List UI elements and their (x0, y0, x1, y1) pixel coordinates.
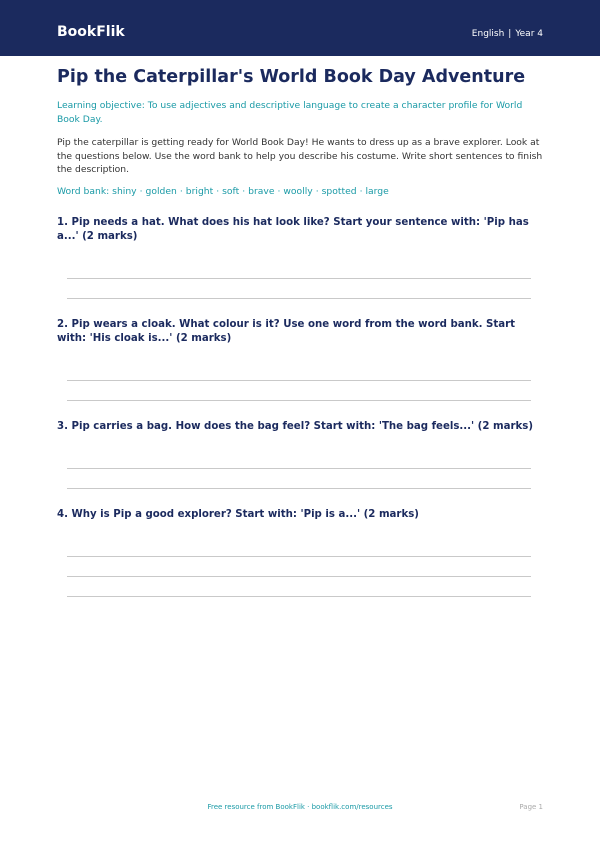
intro-paragraph: Pip the caterpillar is getting ready for World Book Day! He wants to dress up as a brave explorer. Look at the questions below. Use the word bank to help you describe his costume. Write short sentences to finish the description. (57, 137, 543, 175)
brand-logo: BookFlik (57, 24, 125, 40)
question-1: 1. Pip needs a hat. What does his hat look like? Start your sentence with: 'Pip has a...' (2 marks) (57, 217, 529, 242)
learning-objective: Learning objective: To use adjectives and descriptive language to create a character profile for World Book Day. (57, 100, 523, 125)
question-3: 3. Pip carries a bag. How does the bag feel? Start with: 'The bag feels...' (2 marks) (57, 421, 533, 432)
page-header (0, 0, 600, 56)
word-bank-word: golden (145, 186, 177, 197)
answer-line[interactable] (67, 596, 531, 597)
answer-line[interactable] (67, 278, 531, 279)
answer-line[interactable] (67, 576, 531, 577)
word-bank-word: spotted (321, 186, 357, 197)
word-bank-word: woolly (283, 186, 313, 197)
word-bank-word: brave (248, 186, 275, 197)
footer-credit: Free resource from BookFlik · bookflik.com/resources (207, 803, 393, 811)
meta-separator: | (508, 29, 512, 39)
page-footer (0, 802, 600, 816)
answer-line[interactable] (67, 298, 531, 299)
answer-line[interactable] (67, 380, 531, 381)
word-bank-word: bright (185, 186, 214, 197)
word-bank-word: shiny (112, 186, 137, 197)
page-title: Pip the Caterpillar's World Book Day Adventure (57, 67, 526, 87)
answer-line[interactable] (67, 400, 531, 401)
word-bank: Word bank: shiny · golden · bright · soft · brave · woolly · spotted · large (57, 186, 389, 197)
word-bank-label: Word bank: (57, 186, 110, 197)
year-label: Year 4 (515, 29, 543, 39)
page-number: Page 1 (519, 803, 543, 811)
subject-year-label (472, 28, 543, 40)
question-2: 2. Pip wears a cloak. What colour is it? Use one word from the word bank. Start with: 'His cloak is...' (2 marks) (57, 319, 516, 344)
question-4: 4. Why is Pip a good explorer? Start with: 'Pip is a...' (2 marks) (57, 509, 419, 520)
answer-line[interactable] (67, 468, 531, 469)
subject-label: English (471, 29, 505, 39)
answer-line[interactable] (67, 556, 531, 557)
word-bank-word: soft (222, 186, 240, 197)
word-bank-word: large (365, 186, 389, 197)
answer-line[interactable] (67, 488, 531, 489)
